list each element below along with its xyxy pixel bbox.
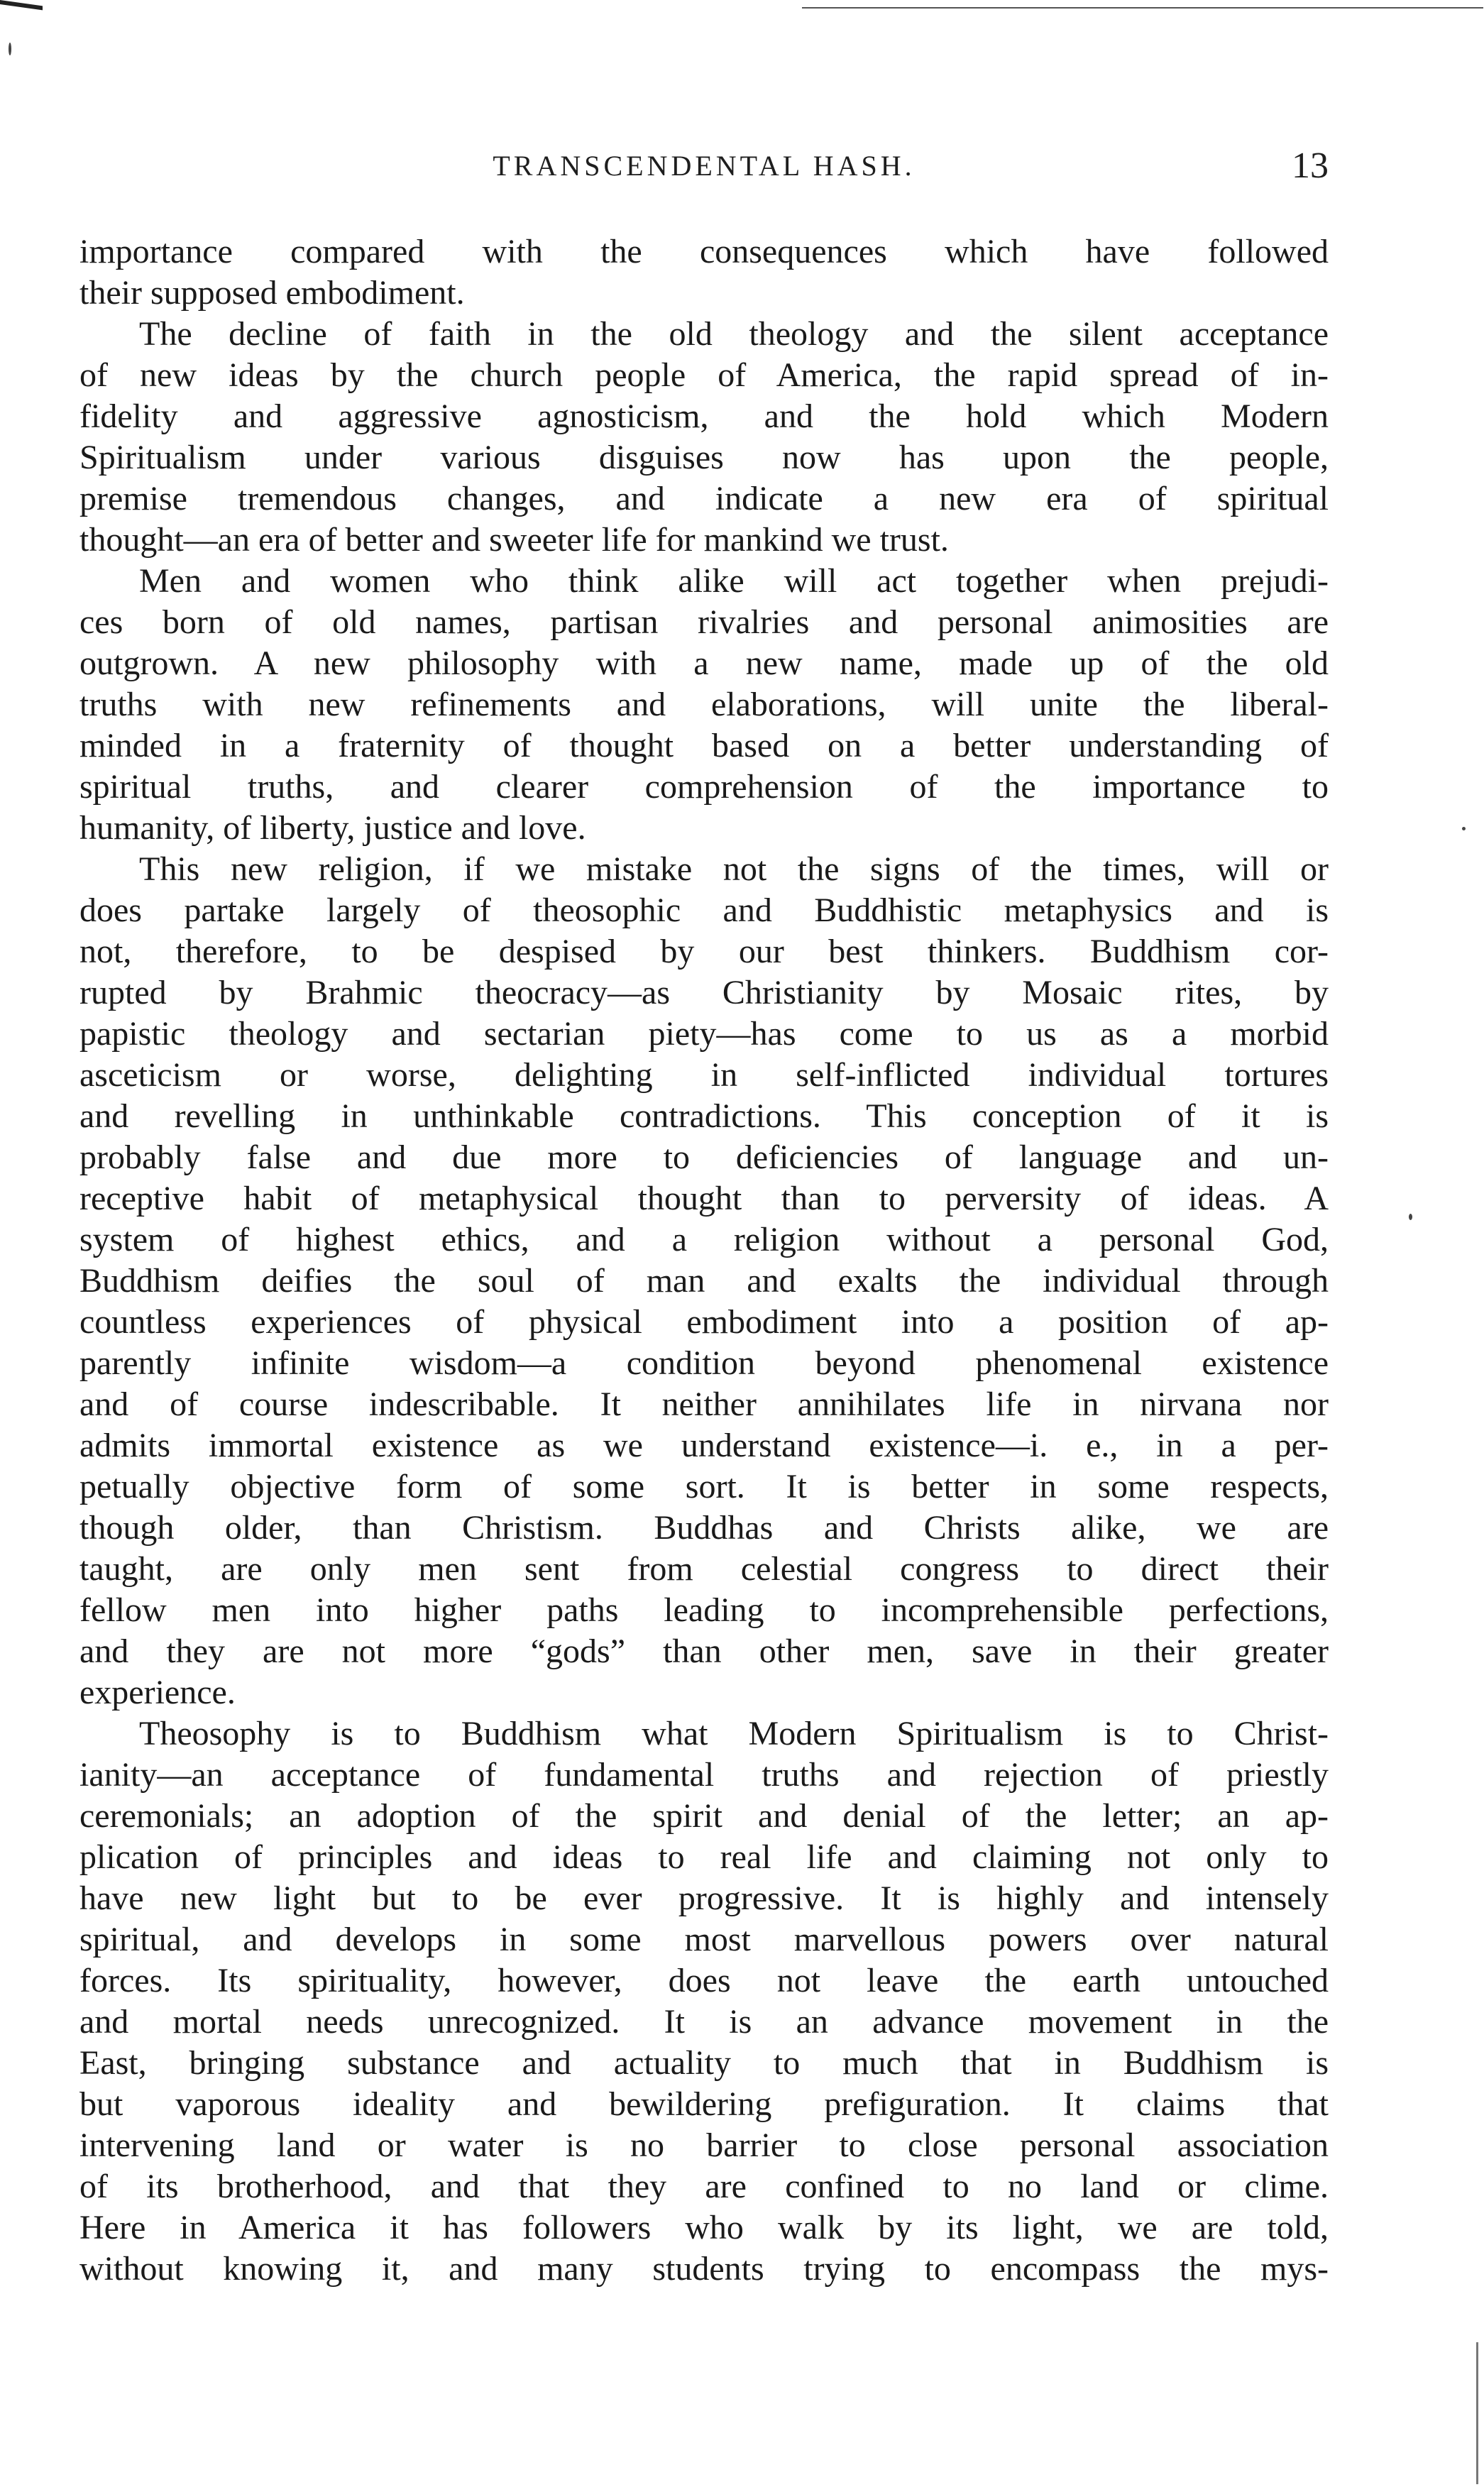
- text-line: importance compared with the consequences which have followed: [79, 233, 1329, 270]
- text-line: and they are not more “gods” than other men, save in their greater: [79, 1632, 1329, 1670]
- text-line: of its brotherhood, and that they are confined to no land or clime.: [79, 2168, 1329, 2205]
- text-line: though older, than Christism. Buddhas and Christs alike, we are: [79, 1509, 1329, 1547]
- text-line: East, bringing substance and actuality to much that in Buddhism is: [79, 2044, 1329, 2082]
- text-line: but vaporous ideality and bewildering prefiguration. It claims that: [79, 2085, 1329, 2123]
- text-line: not, therefore, to be despised by our best thinkers. Buddhism cor-: [79, 933, 1329, 970]
- text-line: probably false and due more to deficiencies of language and un-: [79, 1138, 1329, 1176]
- text-line: without knowing it, and many students trying to encompass the mys-: [79, 2250, 1329, 2288]
- text-line: fidelity and aggressive agnosticism, and the hold which Modern: [79, 397, 1329, 435]
- text-line: admits immortal existence as we understand existence—i. e., in a per-: [79, 1427, 1329, 1464]
- text-line: Theosophy is to Buddhism what Modern Spiritualism is to Christ-: [139, 1715, 1329, 1752]
- scan-speckle: [9, 43, 11, 55]
- text-line: system of highest ethics, and a religion without a personal God,: [79, 1221, 1329, 1258]
- text-line: minded in a fraternity of thought based on a better understanding of: [79, 727, 1329, 764]
- text-line: This new religion, if we mistake not the signs of the times, will or: [139, 850, 1329, 888]
- text-line: intervening land or water is no barrier to close personal association: [79, 2126, 1329, 2164]
- text-line: thought—an era of better and sweeter life for mankind we trust.: [79, 521, 949, 559]
- text-line: rupted by Brahmic theocracy—as Christianity by Mosaic rites, by: [79, 974, 1329, 1011]
- page-number: 13: [1292, 146, 1329, 186]
- page-header: [79, 146, 1329, 192]
- text-line: premise tremendous changes, and indicate a new era of spiritual: [79, 480, 1329, 517]
- text-line: The decline of faith in the old theology and the silent acceptance: [139, 315, 1329, 353]
- text-line: Here in America it has followers who walk by its light, we are told,: [79, 2209, 1329, 2246]
- text-line: ceremonials; an adoption of the spirit and denial of the letter; an ap-: [79, 1797, 1329, 1835]
- text-line: countless experiences of physical embodiment into a position of ap-: [79, 1303, 1329, 1341]
- text-line: asceticism or worse, delighting in self-inflicted individual tortures: [79, 1056, 1329, 1094]
- text-line: papistic theology and sectarian piety—has come to us as a morbid: [79, 1015, 1329, 1053]
- text-line: of new ideas by the church people of America, the rapid spread of in-: [79, 356, 1329, 394]
- text-line: parently infinite wisdom—a condition beyond phenomenal existence: [79, 1344, 1329, 1382]
- scan-top-rule: [802, 7, 1483, 9]
- text-line: and revelling in unthinkable contradictions. This conception of it is: [79, 1097, 1329, 1135]
- running-head: TRANSCENDENTAL HASH.: [493, 150, 916, 182]
- text-line: spiritual truths, and clearer comprehension of the importance to: [79, 768, 1329, 806]
- text-line: their supposed embodiment.: [79, 274, 465, 312]
- text-line: Men and women who think alike will act together when prejudi-: [139, 562, 1329, 600]
- text-line: experience.: [79, 1674, 236, 1711]
- scan-edge-shadow: [1476, 2342, 1478, 2484]
- scan-speckle: [1462, 827, 1466, 830]
- text-line: plication of principles and ideas to real life and claiming not only to: [79, 1838, 1329, 1876]
- text-line: have new light but to be ever progressive. It is highly and intensely: [79, 1879, 1329, 1917]
- text-line: truths with new refinements and elaborations, will unite the liberal-: [79, 686, 1329, 723]
- text-line: Buddhism deifies the soul of man and exalts the individual through: [79, 1262, 1329, 1300]
- text-line: ces born of old names, partisan rivalries and personal animosities are: [79, 603, 1329, 641]
- text-line: petually objective form of some sort. It is better in some respects,: [79, 1468, 1329, 1505]
- scan-speckle: [1409, 1214, 1412, 1220]
- text-line: taught, are only men sent from celestial congress to direct their: [79, 1550, 1329, 1588]
- text-line: ianity—an acceptance of fundamental truths and rejection of priestly: [79, 1756, 1329, 1794]
- text-line: and mortal needs unrecognized. It is an advance movement in the: [79, 2003, 1329, 2041]
- text-line: receptive habit of metaphysical thought than to perversity of ideas. A: [79, 1180, 1329, 1217]
- text-line: humanity, of liberty, justice and love.: [79, 809, 586, 847]
- text-line: forces. Its spirituality, however, does not leave the earth untouched: [79, 1962, 1329, 1999]
- text-line: spiritual, and develops in some most marvellous powers over natural: [79, 1921, 1329, 1958]
- text-line: Spiritualism under various disguises now has upon the people,: [79, 439, 1329, 476]
- text-line: outgrown. A new philosophy with a new name, made up of the old: [79, 644, 1329, 682]
- scan-corner-mark: [0, 0, 43, 31]
- text-line: and of course indescribable. It neither annihilates life in nirvana nor: [79, 1385, 1329, 1423]
- body-text: [79, 231, 1329, 2290]
- text-line: does partake largely of theosophic and Buddhistic metaphysics and is: [79, 891, 1329, 929]
- text-line: fellow men into higher paths leading to incomprehensible perfections,: [79, 1591, 1329, 1629]
